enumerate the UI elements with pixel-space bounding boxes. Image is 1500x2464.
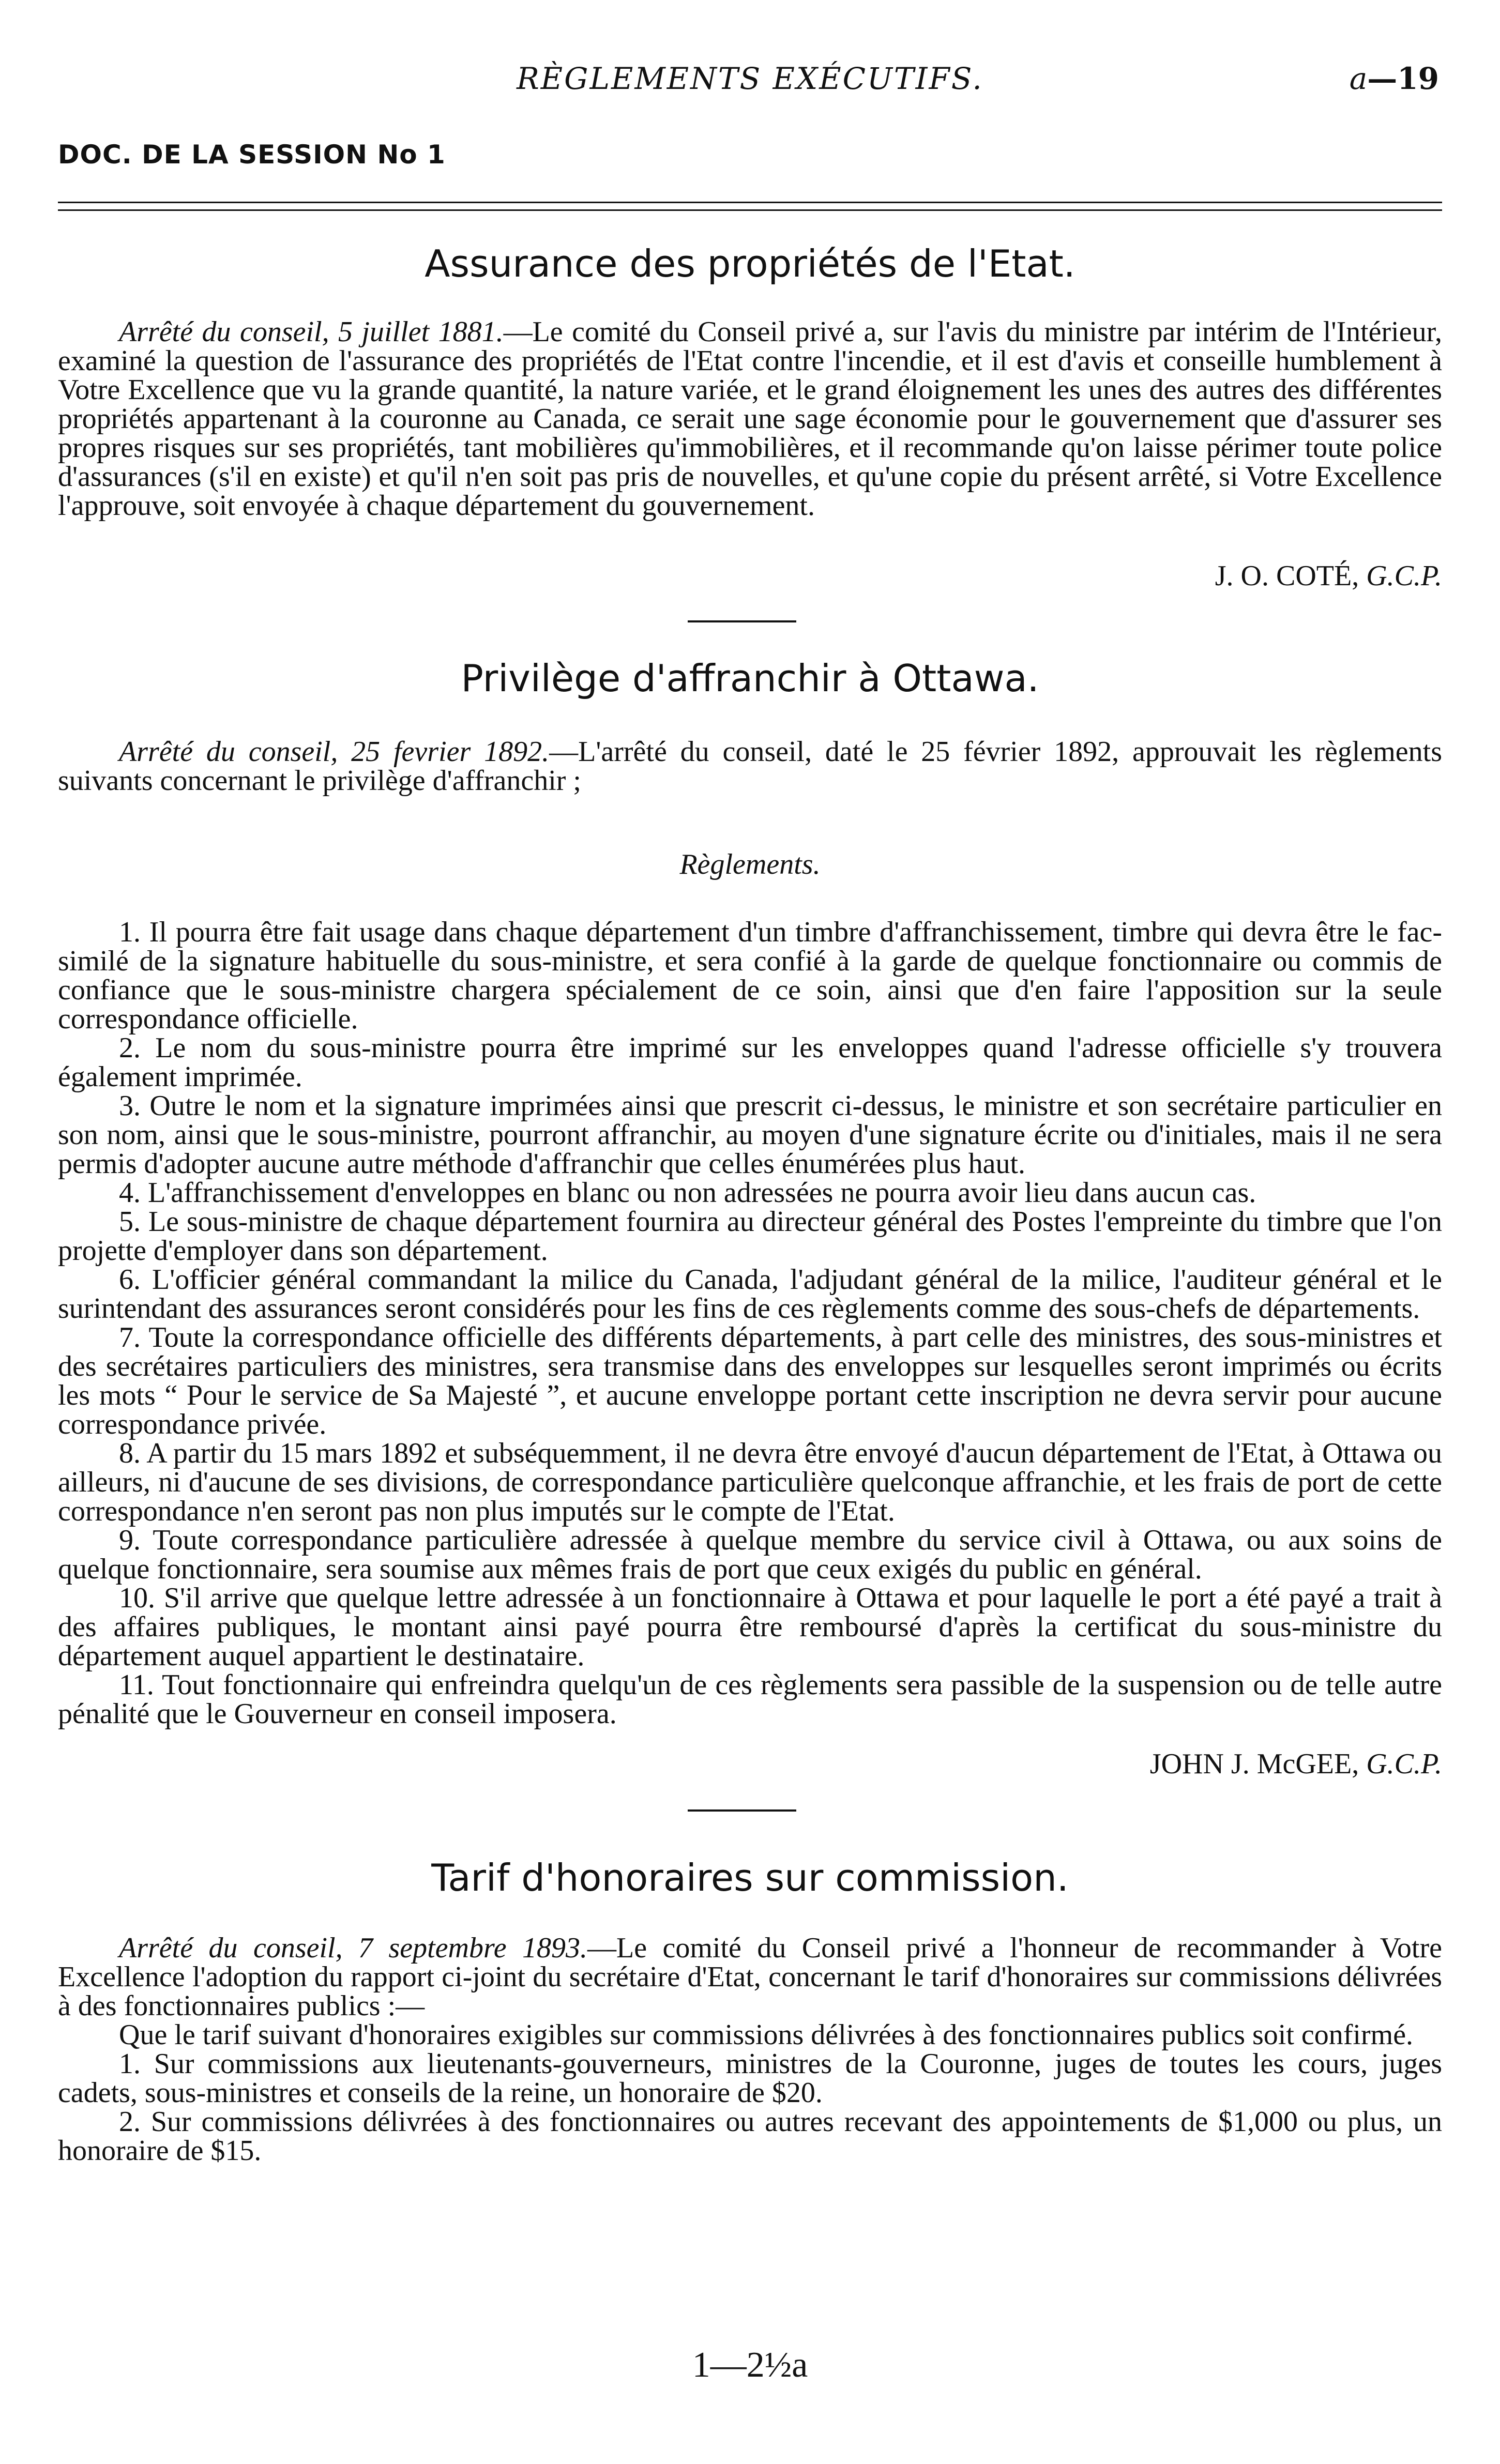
signature-title: G.C.P. xyxy=(1366,560,1442,592)
signature-mark: 1—2½a xyxy=(692,2345,808,2385)
section-body-assurance xyxy=(58,317,1442,520)
list-item: 1. Il pourra être fait usage dans chaque département d'un timbre d'affranchissement, timbre qui devra être le fac-similé de la signature habituelle du sous-ministre, et sera confié à la garde de quelque fonctionnaire ou commis de confiance que le sous-ministre chargera spécialement de ce soin, ainsi que d'en faire l'apposition sur la seule correspondance officielle. xyxy=(58,916,1442,1035)
section-divider xyxy=(688,1809,796,1812)
section-body-tarif xyxy=(58,1934,1442,2165)
session-label: DOC. DE LA SESSION No 1 xyxy=(58,140,446,170)
signature-mcgee xyxy=(1150,1747,1442,1781)
order-date: Arrêté du conseil, 5 juillet 1881. xyxy=(119,316,504,348)
list-item: 8. A partir du 15 mars 1892 et subséquemment, il ne devra être envoyé d'aucun département de l'Etat, à Ottawa ou ailleurs, ni d'aucune de ses divisions, de correspondance particulière quelconque affranchie, et les frais de port de cette correspondance n'en seront pas non plus imputés sur le compte de l'Etat. xyxy=(58,1437,1442,1527)
order-date: Arrêté du conseil, 7 septembre 1893. xyxy=(119,1932,588,1964)
page-number xyxy=(1350,61,1439,96)
list-item: 2. Le nom du sous-ministre pourra être imprimé sur les enveloppes quand l'adresse officielle s'y trouvera également imprimée. xyxy=(58,1032,1442,1093)
intro-text: —Le comité du Conseil privé a l'honneur de recommander à Votre Excellence l'adoption du rapport ci-joint du secrétaire d'Etat, concernant le tarif d'honoraires sur commissions délivrées à des fonctionnaires publics :— xyxy=(58,1932,1442,2022)
signature-name: J. O. COTÉ, xyxy=(1215,560,1359,592)
signature-name: JOHN J. McGEE, xyxy=(1149,1748,1359,1780)
order-date: Arrêté du conseil, 25 fevrier 1892. xyxy=(119,736,550,768)
intro-text: —Le comité du Conseil privé a, sur l'avis du ministre par intérim de l'Intérieur, examiné la question de l'assurance des propriétés de l'Etat contre l'incendie, et il est d'avis et conseille humblement à Votre Excellence que vu la grande quantité, la nature variée, et le grand éloignement les unes des autres des différentes propriétés appartenant à la couronne au Canada, ce serait une sage économie pour le gouvernement que d'assurer ses propres risques sur ses propriétés, tant mobilières qu'immobilières, et il recommande qu'on laisse périmer toute police d'assurances (s'il en existe) et qu'il n'en soit pas pris de nouvelles, et qu'une copie du présent arrêté, si Votre Excellence l'approuve, soit envoyée à chaque département du gouvernement. xyxy=(58,316,1442,522)
list-item: 2. Sur commissions délivrées à des fonctionnaires ou autres recevant des appointements de $1,000 ou plus, un honoraire de $15. xyxy=(58,2106,1442,2167)
list-item: 6. L'officier général commandant la milice du Canada, l'adjudant général de la milice, l'auditeur général et le surintendant des assurances seront considérés pour les fins de ces règlements comme des sous-chefs de départements. xyxy=(58,1264,1442,1325)
list-item: 11. Tout fonctionnaire qui enfreindra quelqu'un de ces règlements sera passible de la suspension ou de telle autre pénalité que le Gouverneur en conseil imposera. xyxy=(58,1669,1442,1730)
intro-paragraph xyxy=(58,737,1442,795)
list-item: 10. S'il arrive que quelque lettre adressée à un fonctionnaire à Ottawa et pour laquelle le port a été payé a trait à des affaires publiques, le montant ainsi payé pourra être remboursé d'après la certificat du sous-ministre du département auquel appartient le destinataire. xyxy=(58,1582,1442,1672)
header-double-rule xyxy=(58,202,1442,211)
list-item: 3. Outre le nom et la signature imprimées ainsi que prescrit ci-dessus, le ministre et son secrétaire particulier en son nom, ainsi que le sous-ministre, pourront affranchir, au moyen d'une signature écrite ou d'initiales, mais il ne sera permis d'adopter aucune autre méthode d'affranchir que celles énumérées plus haut. xyxy=(58,1090,1442,1180)
list-item: 4. L'affranchissement d'enveloppes en blanc ou non adressées ne pourra avoir lieu dans aucun cas. xyxy=(119,1177,1256,1209)
folio-prefix: a xyxy=(1349,61,1368,96)
section-divider xyxy=(688,620,796,622)
list-item: 7. Toute la correspondance officielle des différents départements, à part celle des ministres, des sous-ministres et des secrétaires particuliers des ministres, sera transmise dans des enveloppes sur lesquelles seront imprimés ou écrits les mots “ Pour le service de Sa Majesté ”, et aucune enveloppe portant cette inscription ne devra servir pour aucune correspondance privée. xyxy=(58,1321,1442,1440)
section-heading-privilege: Privilège d'affranchir à Ottawa. xyxy=(461,657,1039,700)
subheading-reglements: Règlements. xyxy=(679,848,821,880)
reglements-list xyxy=(58,918,1442,1728)
section-heading-tarif: Tarif d'honoraires sur commission. xyxy=(431,1856,1069,1899)
signature-title: G.C.P. xyxy=(1366,1748,1442,1780)
intro-paragraph xyxy=(58,1934,1442,2020)
list-item: 9. Toute correspondance particulière adressée à quelque membre du service civil à Ottawa, ou aux soins de quelque fonctionnaire, sera soumise aux mêmes frais de port que ceux exigés du public en général. xyxy=(58,1524,1442,1585)
section-intro-privilege xyxy=(58,737,1442,795)
folio-number: —19 xyxy=(1367,61,1439,96)
signature-cote xyxy=(1215,559,1442,592)
list-item: 1. Sur commissions aux lieutenants-gouverneurs, ministres de la Couronne, juges de toutes les cours, juges cadets, sous-ministres et conseils de la reine, un honoraire de $20. xyxy=(58,2048,1442,2109)
intro-paragraph xyxy=(58,317,1442,520)
section-heading-assurance: Assurance des propriétés de l'Etat. xyxy=(425,242,1075,285)
running-title: RÈGLEMENTS EXÉCUTIFS. xyxy=(517,61,983,96)
list-item: 5. Le sous-ministre de chaque département fournira au directeur général des Postes l'empreinte du timbre que l'on projette d'employer dans son département. xyxy=(58,1206,1442,1267)
list-item: Que le tarif suivant d'honoraires exigibles sur commissions délivrées à des fonctionnaires publics soit confirmé. xyxy=(119,2019,1414,2051)
intro-text: —L'arrêté du conseil, daté le 25 février 1892, approuvait les règlements suivants concernant le privilège d'affranchir ; xyxy=(58,736,1443,797)
